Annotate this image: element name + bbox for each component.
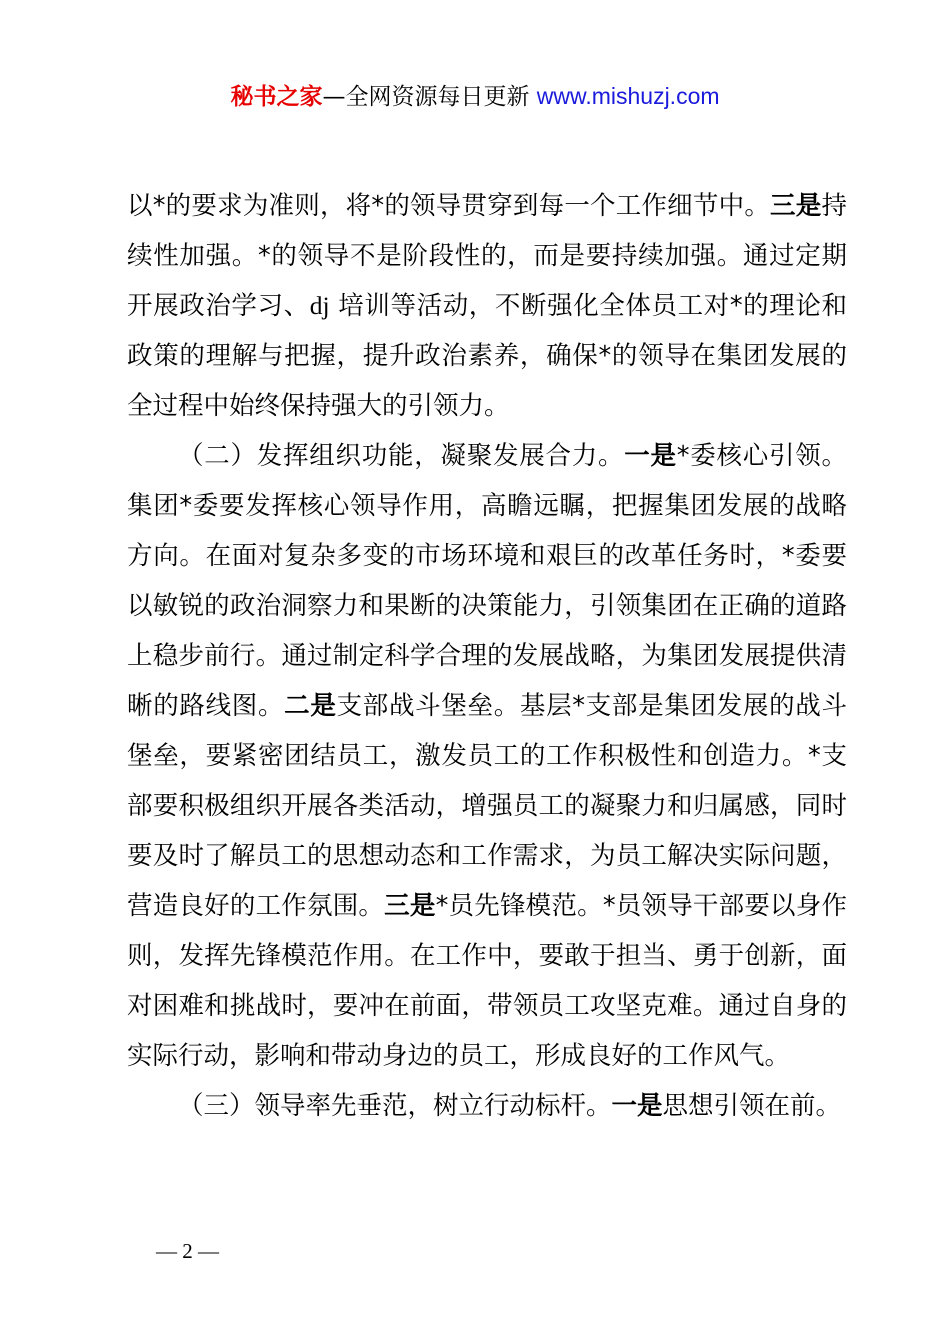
text-segment: 持续性加强。*的领导不是阶段性的，而是要持续加强。通过定期开展政治学习、 — [127, 191, 847, 321]
section-heading-two: （二）发挥组织功能，凝聚发展合力。 — [178, 441, 625, 471]
paragraph-continuation — [127, 181, 847, 431]
text-segment: 支部战斗堡垒。基层*支部是集团发展的战斗堡垒，要紧密团结员工，激发员工的工作积极性和创造力。*支部要积极组织开展各类活动，增强员工的凝聚力和归属感，同时要及时了解员工的思想动态和工作需求，为员工解决实际问题，营造良好的工作氛围。 — [127, 691, 847, 921]
text-segment: 培训等活动，不断强化全体员工对*的理论和政策的理解与把握，提升政治素养，确保*的领导在集团发展的全过程中始终保持强大的引领力。 — [127, 291, 847, 421]
text-segment: 以*的要求为准则，将*的领导贯穿到每一个工作细节中。 — [127, 191, 771, 221]
emphasis-segment: 二是 — [284, 691, 337, 721]
document-header — [0, 78, 950, 115]
header-url-link[interactable]: www.mishuzj.com — [536, 83, 720, 109]
emphasis-segment: 三是 — [770, 191, 822, 221]
section-heading-three: （三）领导率先垂范，树立行动标杆。 — [178, 1091, 612, 1121]
paragraph-section-two — [127, 431, 847, 1081]
text-segment: 思想引领在前。 — [662, 1091, 842, 1121]
latin-text-segment: dj — [309, 291, 330, 320]
text-segment: *委核心引领。集团*委要发挥核心领导作用，高瞻远瞩，把握集团发展的战略方向。在面对复杂多变的市场环境和艰巨的改革任务时，*委要以敏锐的政治洞察力和果断的决策能力，引领集团在正确的道路上稳步前行。通过制定科学合理的发展战略，为集团发展提供清晰的路线图。 — [127, 441, 847, 721]
emphasis-segment: 三是 — [384, 891, 436, 921]
paragraph-section-three — [127, 1081, 847, 1131]
header-brand: 秘书之家 — [230, 84, 323, 110]
emphasis-segment: 一是 — [611, 1091, 663, 1121]
page-number: — 2 — — [156, 1239, 219, 1263]
document-body — [127, 181, 847, 1131]
header-tagline: —全网资源每日更新 — [322, 84, 537, 110]
text-segment: *员先锋模范。*员领导干部要以身作则，发挥先锋模范作用。在工作中，要敢于担当、勇于创新，面对困难和挑战时，要冲在前面，带领员工攻坚克难。通过自身的实际行动，影响和带动身边的员工，形成良好的工作风气。 — [127, 891, 847, 1071]
emphasis-segment: 一是 — [624, 441, 677, 471]
